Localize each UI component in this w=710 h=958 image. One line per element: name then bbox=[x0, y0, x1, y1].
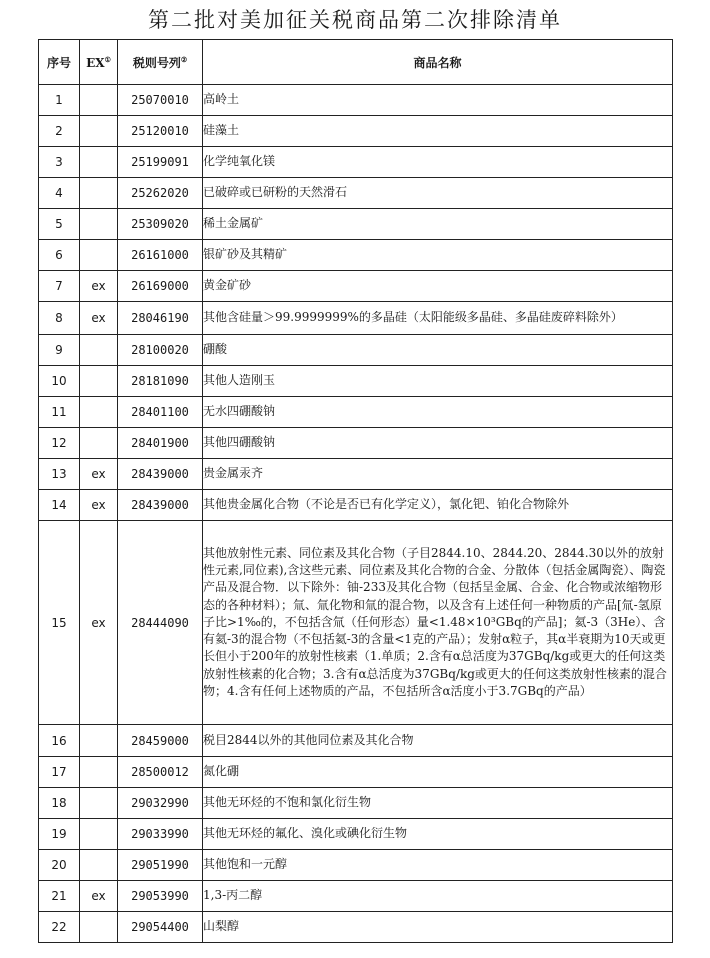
header-ex: EX① bbox=[80, 40, 118, 85]
table-header-row bbox=[39, 40, 673, 85]
table-row bbox=[39, 335, 673, 366]
row-ex-flag bbox=[80, 240, 118, 271]
row-ex-flag: ex bbox=[80, 271, 118, 302]
row-tariff-code: 26169000 bbox=[118, 271, 203, 302]
row-product-name: 其他无环烃的不饱和氯化衍生物 bbox=[203, 788, 673, 819]
row-seq: 7 bbox=[39, 271, 80, 302]
row-seq: 16 bbox=[39, 725, 80, 757]
row-tariff-code: 29053990 bbox=[118, 881, 203, 912]
row-seq: 14 bbox=[39, 490, 80, 521]
row-ex-flag: ex bbox=[80, 521, 118, 725]
table-row bbox=[39, 397, 673, 428]
row-seq: 6 bbox=[39, 240, 80, 271]
table-row bbox=[39, 521, 673, 725]
row-ex-flag bbox=[80, 116, 118, 147]
row-ex-flag bbox=[80, 850, 118, 881]
row-product-name: 化学纯氧化镁 bbox=[203, 147, 673, 178]
row-seq: 1 bbox=[39, 85, 80, 116]
row-seq: 17 bbox=[39, 757, 80, 788]
table-row bbox=[39, 490, 673, 521]
table-row bbox=[39, 428, 673, 459]
footnote-marker: ① bbox=[104, 54, 111, 64]
row-tariff-code: 28401100 bbox=[118, 397, 203, 428]
row-tariff-code: 29032990 bbox=[118, 788, 203, 819]
row-product-name: 其他放射性元素、同位素及其化合物（子目2844.10、2844.20、2844.30以外的放射性元素,同位素),含这些元素、同位素及其化合物的合金、分散体（包括金属陶瓷）、陶瓷产品及混合物．以下除外：铀-233及其化合物（包括呈金属、合金、化合物或浓缩物形态的各种材料）；氚、氚化物和氚的混合物，以及含有上述任何一种物质的产品[氚-氢原子比>1‰的，不包括含氚（任何形态）量<1.48×10³GBq的产品]；氦-3（3He）、含有氦-3的混合物（不包括氦-3的含量<1克的产品）；发射α粒子，其α半衰期为10天或更长但小于200年的放射性核素（1.单质；2.含有α总活度为37GBq/kg或更大的任何这类放射性核素的化合物；3.含有α总活度为37GBq/kg或更大的任何这类放射性核素的混合物；4.含有任何上述物质的产品，不包括所含α活度小于3.7GBq的产品） bbox=[203, 521, 673, 725]
header-name: 商品名称 bbox=[203, 40, 673, 85]
row-tariff-code: 28181090 bbox=[118, 366, 203, 397]
row-seq: 9 bbox=[39, 335, 80, 366]
row-ex-flag bbox=[80, 335, 118, 366]
row-product-name: 山梨醇 bbox=[203, 912, 673, 943]
row-seq: 19 bbox=[39, 819, 80, 850]
row-ex-flag bbox=[80, 725, 118, 757]
row-product-name: 其他含硅量＞99.9999999%的多晶硅（太阳能级多晶硅、多晶硅废碎料除外） bbox=[203, 302, 673, 335]
row-tariff-code: 28459000 bbox=[118, 725, 203, 757]
row-product-name: 硅藻土 bbox=[203, 116, 673, 147]
row-ex-flag bbox=[80, 147, 118, 178]
table-row bbox=[39, 116, 673, 147]
row-tariff-code: 25199091 bbox=[118, 147, 203, 178]
row-ex-flag bbox=[80, 85, 118, 116]
row-tariff-code: 28046190 bbox=[118, 302, 203, 335]
table-row bbox=[39, 459, 673, 490]
row-product-name: 其他人造刚玉 bbox=[203, 366, 673, 397]
row-seq: 11 bbox=[39, 397, 80, 428]
row-ex-flag: ex bbox=[80, 302, 118, 335]
row-seq: 15 bbox=[39, 521, 80, 725]
row-tariff-code: 28500012 bbox=[118, 757, 203, 788]
row-seq: 20 bbox=[39, 850, 80, 881]
row-seq: 3 bbox=[39, 147, 80, 178]
table-row bbox=[39, 85, 673, 116]
exclusion-list-table bbox=[38, 39, 673, 943]
row-ex-flag bbox=[80, 428, 118, 459]
row-seq: 12 bbox=[39, 428, 80, 459]
row-product-name: 无水四硼酸钠 bbox=[203, 397, 673, 428]
table-row bbox=[39, 178, 673, 209]
row-product-name: 1,3-丙二醇 bbox=[203, 881, 673, 912]
row-product-name: 税目2844以外的其他同位素及其化合物 bbox=[203, 725, 673, 757]
row-ex-flag bbox=[80, 912, 118, 943]
row-product-name: 其他饱和一元醇 bbox=[203, 850, 673, 881]
row-seq: 22 bbox=[39, 912, 80, 943]
row-product-name: 贵金属汞齐 bbox=[203, 459, 673, 490]
table-row bbox=[39, 757, 673, 788]
row-tariff-code: 29054400 bbox=[118, 912, 203, 943]
row-tariff-code: 28439000 bbox=[118, 459, 203, 490]
row-ex-flag: ex bbox=[80, 490, 118, 521]
row-ex-flag bbox=[80, 819, 118, 850]
row-seq: 18 bbox=[39, 788, 80, 819]
footnote-marker: ② bbox=[180, 54, 188, 64]
row-tariff-code: 29033990 bbox=[118, 819, 203, 850]
page-title: 第二批对美加征关税商品第二次排除清单 bbox=[148, 8, 562, 32]
row-ex-flag bbox=[80, 366, 118, 397]
table-row bbox=[39, 881, 673, 912]
row-product-name: 高岭土 bbox=[203, 85, 673, 116]
row-tariff-code: 26161000 bbox=[118, 240, 203, 271]
row-product-name: 氮化硼 bbox=[203, 757, 673, 788]
row-seq: 4 bbox=[39, 178, 80, 209]
row-product-name: 稀土金属矿 bbox=[203, 209, 673, 240]
row-seq: 8 bbox=[39, 302, 80, 335]
row-ex-flag bbox=[80, 397, 118, 428]
row-tariff-code: 25309020 bbox=[118, 209, 203, 240]
row-ex-flag bbox=[80, 209, 118, 240]
row-tariff-code: 28444090 bbox=[118, 521, 203, 725]
row-tariff-code: 28401900 bbox=[118, 428, 203, 459]
row-seq: 13 bbox=[39, 459, 80, 490]
header-seq: 序号 bbox=[39, 40, 80, 85]
header-code: 税则号列② bbox=[118, 40, 203, 85]
row-tariff-code: 28439000 bbox=[118, 490, 203, 521]
table-row bbox=[39, 366, 673, 397]
table-row bbox=[39, 819, 673, 850]
row-ex-flag bbox=[80, 757, 118, 788]
table-row bbox=[39, 725, 673, 757]
row-product-name: 硼酸 bbox=[203, 335, 673, 366]
row-tariff-code: 25070010 bbox=[118, 85, 203, 116]
table-row bbox=[39, 240, 673, 271]
table-row bbox=[39, 271, 673, 302]
row-seq: 21 bbox=[39, 881, 80, 912]
table-row bbox=[39, 147, 673, 178]
row-seq: 2 bbox=[39, 116, 80, 147]
row-product-name: 黄金矿砂 bbox=[203, 271, 673, 302]
row-product-name: 已破碎或已研粉的天然滑石 bbox=[203, 178, 673, 209]
row-seq: 10 bbox=[39, 366, 80, 397]
row-ex-flag: ex bbox=[80, 459, 118, 490]
row-product-name: 其他无环烃的氟化、溴化或碘化衍生物 bbox=[203, 819, 673, 850]
table-row bbox=[39, 302, 673, 335]
table-row bbox=[39, 788, 673, 819]
row-tariff-code: 28100020 bbox=[118, 335, 203, 366]
table-row bbox=[39, 912, 673, 943]
row-tariff-code: 25262020 bbox=[118, 178, 203, 209]
row-tariff-code: 29051990 bbox=[118, 850, 203, 881]
row-product-name: 其他四硼酸钠 bbox=[203, 428, 673, 459]
row-ex-flag: ex bbox=[80, 881, 118, 912]
row-ex-flag bbox=[80, 178, 118, 209]
table-row bbox=[39, 850, 673, 881]
row-product-name: 银矿砂及其精矿 bbox=[203, 240, 673, 271]
row-ex-flag bbox=[80, 788, 118, 819]
row-tariff-code: 25120010 bbox=[118, 116, 203, 147]
row-product-name: 其他贵金属化合物（不论是否已有化学定义），氯化钯、铂化合物除外 bbox=[203, 490, 673, 521]
row-seq: 5 bbox=[39, 209, 80, 240]
table-row bbox=[39, 209, 673, 240]
